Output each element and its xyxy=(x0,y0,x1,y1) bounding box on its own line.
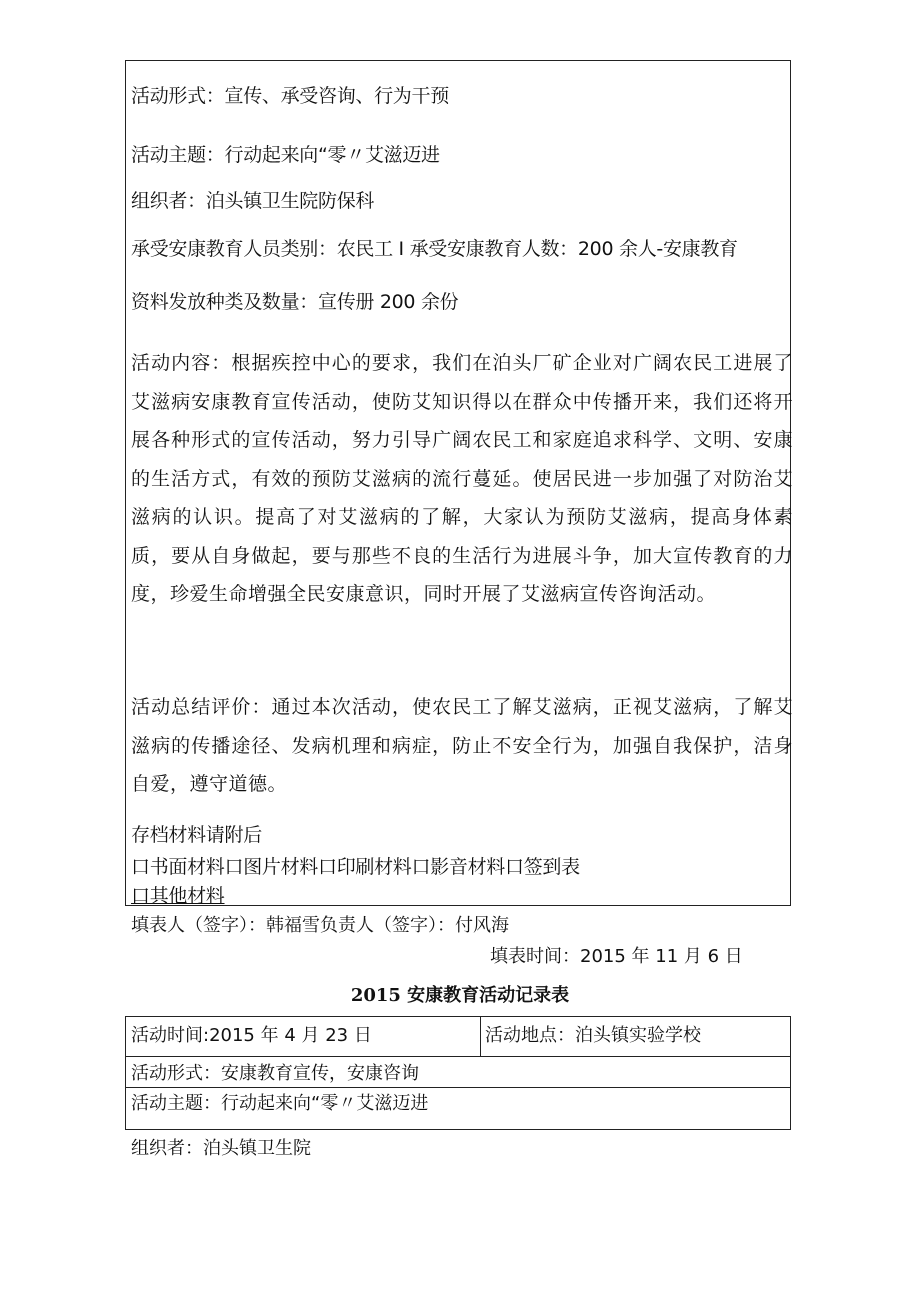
activity-time: 活动时间:2015 年 4 月 23 日 xyxy=(131,1025,372,1046)
activity-place: 活动地点：泊头镇实验学校 xyxy=(485,1025,701,1046)
signature-line: 填表人（签字）：韩福雪负责人（签字）：付风海 xyxy=(131,915,509,936)
activity-theme-2: 活动主题：行动起来向“零〃艾滋迈进 xyxy=(131,1093,429,1114)
organizer: 组织者：泊头镇卫生院防保科 xyxy=(131,190,375,212)
archive-label: 存档材料请附后 xyxy=(131,824,262,846)
audience-info: 承受安康教育人员类别：农民工 I 承受安康教育人数：200 余人‐安康教育 xyxy=(131,238,738,260)
organizer-2: 组织者：泊头镇卫生院 xyxy=(131,1138,311,1159)
activity-summary: 活动总结评价：通过本次活动，使农民工了解艾滋病，正视艾滋病，了解艾滋病的传播途径、发病机理和病症，防止不安全行为，加强自我保护，洁身自爱，遵守道德。 xyxy=(131,696,793,795)
activity-form-2: 活动形式：安康教育宣传，安康咨询 xyxy=(131,1063,419,1084)
activity-form: 活动形式：宣传、承受咨询、行为干预 xyxy=(131,85,449,107)
fill-date: 填表时间：2015 年 11 月 6 日 xyxy=(490,946,743,967)
archive-other: 口其他材料 xyxy=(131,885,225,907)
activity-content: 活动内容：根据疾控中心的要求，我们在泊头厂矿企业对广阔农民工进展了艾滋病安康教育宣传活动，使防艾知识得以在群众中传播开来，我们还将开展各种形式的宣传活动，努力引导广阔农民工和家庭追求科学、文明、安康的生活方式，有效的预防艾滋病的流行蔓延。使居民进一步加强了对防治艾滋病的认识。提高了对艾滋病的了解，大家认为预防艾滋病，提高身体素质，要从自身做起，要与那些不良的生活行为进展斗争，加大宣传教育的力度，珍爱生命增强全民安康意识，同时开展了艾滋病宣传咨询活动。 xyxy=(131,352,793,605)
record-2-title: 2015 安康教育活动记录表 xyxy=(350,985,570,1006)
activity-theme: 活动主题：行动起来向“零〃艾滋迈进 xyxy=(131,144,440,166)
record-2-table xyxy=(125,1016,791,1130)
materials-info: 资料发放种类及数量：宣传册 200 余份 xyxy=(131,291,459,313)
archive-options: 口书面材料口图片材料口印刷材料口影音材料口签到表 xyxy=(131,856,580,878)
